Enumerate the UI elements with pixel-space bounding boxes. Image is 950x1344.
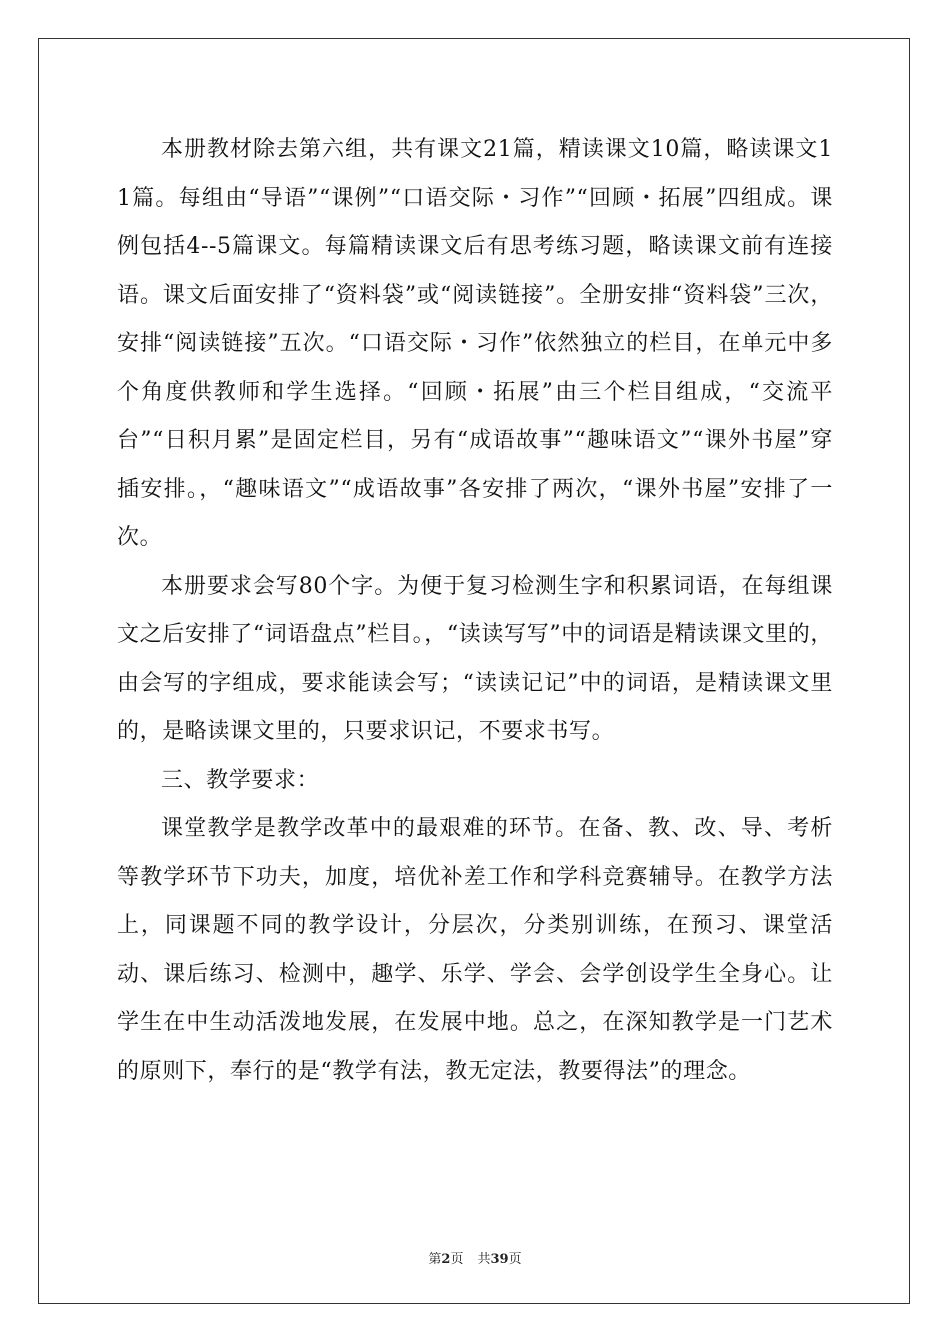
paragraph-textbook-structure: 本册教材除去第六组，共有课文21篇，精读课文10篇，略读课文11篇。每组由“导语”“课例”“口语交际・习作”“回顾・拓展”四组成。课例包括4--5篇课文。每篇精读课文后有思考练习题，略读课文前有连接语。课文后面安排了“资料袋”或“阅读链接”。全册安排“资料袋”三次，安排“阅读链接”五次。“口语交际・习作”依然独立的栏目，在单元中多个角度供教师和学生选择。“回顾・拓展”由三个栏目组成，“交流平台”“日积月累”是固定栏目，另有“成语故事”“趣味语文”“课外书屋”穿插安排。，“趣味语文”“成语故事”各安排了两次，“课外书屋”安排了一次。: [117, 137, 833, 550]
page-unit: 页: [450, 1252, 464, 1267]
total-unit: 页: [508, 1252, 522, 1267]
total-prefix: 共: [477, 1252, 491, 1267]
page-footer: [0, 1248, 950, 1267]
current-page-number: 2: [441, 1252, 451, 1267]
paragraph-character-requirements: 本册要求会写80个字。为便于复习检测生字和积累词语，在每组课文之后安排了“词语盘点”栏目。，“读读写写”中的词语是精读课文里的，由会写的字组成，要求能读会写；“读读记记”中的词语，是精读课文里的，是略读课文里的，只要求识记，不要求书写。: [117, 573, 833, 744]
paragraph-classroom-teaching: 课堂教学是教学改革中的最艰难的环节。在备、教、改、导、考析等教学环节下功夫，加度，培优补差工作和学科竞赛辅导。在教学方法上，同课题不同的教学设计，分层次，分类别训练，在预习、课堂活动、课后练习、检测中，趣学、乐学、学会、会学创设学生全身心。让学生在中生动活泼地发展，在发展中地。总之，在深知教学是一门艺术的原则下，奉行的是“教学有法，教无定法，教要得法”的理念。: [117, 816, 833, 1084]
page-prefix: 第: [428, 1252, 442, 1267]
section-heading-teaching-requirements: 三、教学要求：: [161, 767, 320, 793]
total-page-count: 39: [490, 1252, 509, 1267]
document-body: [117, 126, 833, 1096]
